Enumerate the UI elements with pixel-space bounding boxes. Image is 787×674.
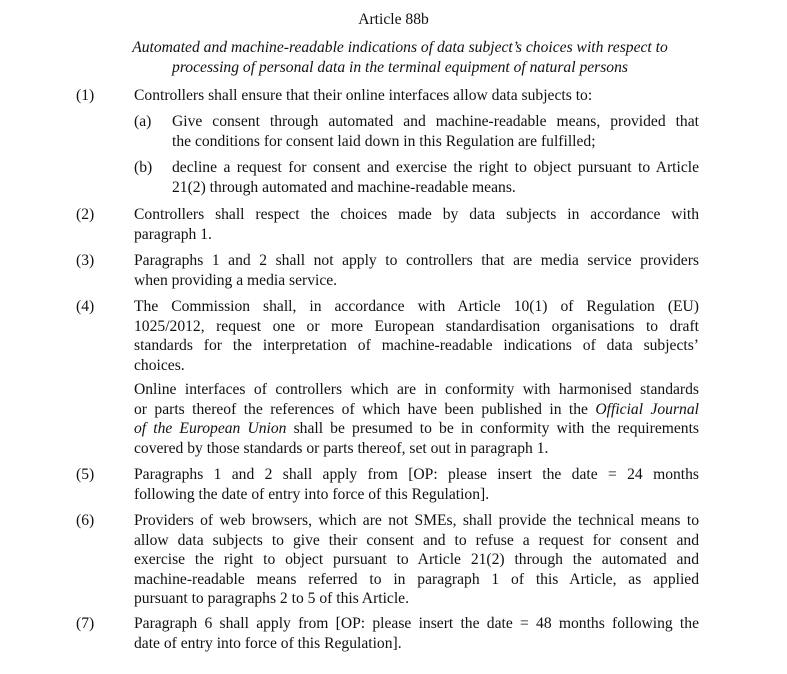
article-subtitle-line: Automated and machine-readable indications of data subject’s choices with respect to — [132, 39, 668, 56]
point-line: 21(2) through automated and machine-readable means. — [172, 178, 516, 196]
point-line: Give consent through automated and machine-readable means, provided that — [172, 113, 699, 130]
article-subtitle-line: processing of personal data in the terminal equipment of natural persons — [172, 58, 628, 76]
paragraph-text: Controllers shall ensure that their online interfaces allow data subjects to: — [134, 87, 593, 104]
text-run: or parts thereof the references of which have been published in the — [134, 400, 596, 418]
point-text — [172, 158, 699, 197]
paragraph-line: 1025/2012, request one or more European standardisation organisations to draft — [134, 317, 699, 335]
paragraph-line — [134, 419, 699, 439]
paragraph-number: (2) — [76, 206, 95, 223]
article-title: Article 88b — [358, 11, 429, 28]
paragraph-text — [134, 205, 699, 244]
official-journal-reference: of the European Union — [134, 420, 287, 437]
paragraph-line: Paragraphs 1 and 2 shall not apply to controllers that are media service providers — [134, 252, 699, 269]
paragraph-line: following the date of entry into force of this Regulation]. — [134, 485, 490, 503]
paragraph-line: The Commission shall, in accordance with Article 10(1) of Regulation (EU) — [134, 298, 699, 315]
paragraph-number: (4) — [76, 298, 95, 315]
paragraph-line: pursuant to paragraphs 2 to 5 of this Article. — [134, 590, 409, 607]
paragraph-text — [134, 465, 699, 504]
paragraph-number: (1) — [76, 87, 95, 104]
paragraph-number: (3) — [76, 252, 95, 269]
paragraph-number: (7) — [76, 615, 95, 632]
paragraph-line: when providing a media service. — [134, 271, 338, 289]
point-line: the conditions for consent laid down in this Regulation are fulfilled; — [172, 132, 596, 150]
paragraph-line: choices. — [134, 356, 185, 374]
paragraph-subparagraph — [134, 380, 699, 458]
paragraph-line: date of entry into force of this Regulation]. — [134, 634, 402, 652]
paragraph-number: (5) — [76, 466, 95, 483]
paragraph-line: Controllers shall respect the choices made by data subjects in accordance with — [134, 206, 699, 223]
paragraph-line: Paragraphs 1 and 2 shall apply from [OP: please insert the date = 24 months — [134, 466, 699, 483]
paragraph-line: standards for the interpretation of machine-readable indications of data subjects’ — [134, 337, 699, 354]
point-line: decline a request for consent and exercise the right to object pursuant to Article — [172, 159, 699, 176]
paragraph-line: covered by those standards or parts thereof, set out in paragraph 1. — [134, 439, 549, 457]
paragraph-line: machine-readable means referred to in paragraph 1 of this Article, as applied — [134, 570, 699, 588]
paragraph-text — [134, 297, 699, 375]
paragraph-text — [134, 511, 699, 609]
article-subtitle — [100, 38, 700, 77]
official-journal-reference: Official Journal — [595, 400, 699, 418]
paragraph-line: exercise the right to object pursuant to Article 21(2) through the automated and — [134, 551, 699, 568]
paragraph-text — [134, 614, 699, 653]
point-letter: (b) — [134, 159, 153, 176]
paragraph-line: Paragraph 6 shall apply from [OP: please insert the date = 48 months following the — [134, 615, 699, 632]
paragraph-line: allow data subjects to give their consent and to refuse a request for consent and — [134, 531, 699, 549]
paragraph-line — [134, 400, 699, 420]
paragraph-line: paragraph 1. — [134, 225, 212, 243]
paragraph-line: Providers of web browsers, which are not SMEs, shall provide the technical means to — [134, 512, 699, 529]
point-letter: (a) — [134, 113, 152, 130]
paragraph-line: Online interfaces of controllers which are in conformity with harmonised standards — [134, 381, 699, 398]
text-run: shall be presumed to be in conformity with the requirements — [286, 420, 699, 437]
point-text — [172, 112, 699, 151]
paragraph-text — [134, 251, 699, 290]
paragraph-number: (6) — [76, 512, 95, 529]
